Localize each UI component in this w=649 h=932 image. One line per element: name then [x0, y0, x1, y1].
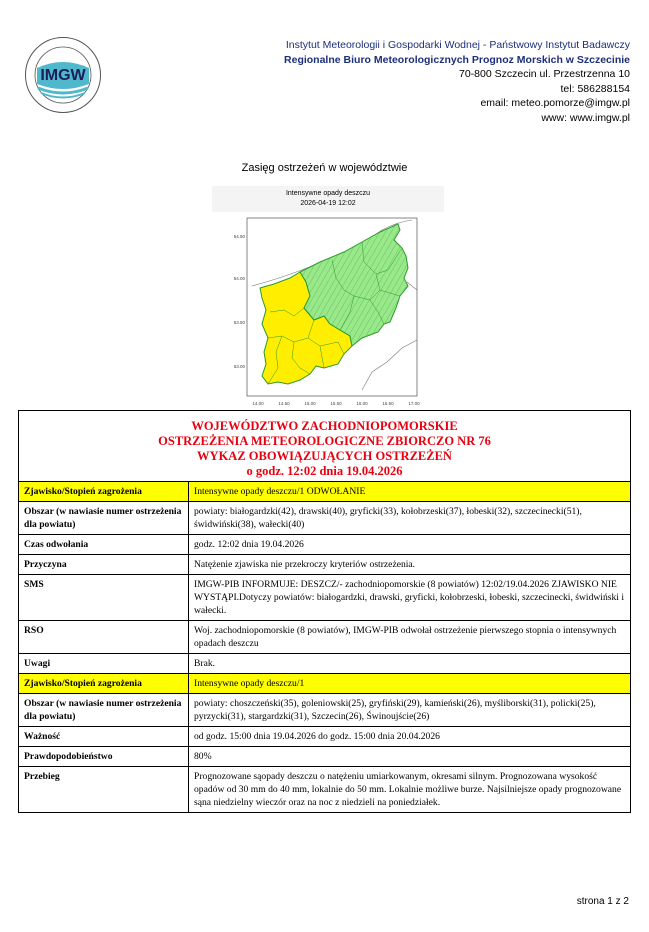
row-label: SMS	[19, 575, 189, 621]
row-value: powiaty: białogardzki(42), drawski(40), gryficki(33), kołobrzeski(37), łobeski(32), szczecinecki(51), świdwiński(38), wałecki(40)	[189, 502, 631, 535]
x-tick: 14.50	[278, 401, 290, 406]
row-label: Uwagi	[19, 654, 189, 674]
email: email: meteo.pomorze@imgw.pl	[480, 97, 630, 110]
row-value: Brak.	[189, 654, 631, 674]
row-value: 80%	[189, 747, 631, 767]
logo-text: IMGW	[40, 67, 86, 84]
x-tick: 17.00	[408, 401, 420, 406]
row-label: Przebieg	[19, 767, 189, 813]
phone: tel: 586288154	[560, 82, 630, 95]
y-tick: 54.00	[233, 276, 245, 281]
table-header	[19, 411, 631, 482]
warning-map	[212, 186, 444, 414]
map-caption-date: 2026-04-19 12:02	[300, 200, 356, 207]
address: 70-800 Szczecin ul. Przestrzenna 10	[458, 68, 630, 81]
table-row	[19, 767, 631, 813]
table-row	[19, 727, 631, 747]
row-label: Ważność	[19, 727, 189, 747]
table-row	[19, 575, 631, 621]
x-tick: 14.00	[252, 401, 264, 406]
warnings-table	[18, 410, 631, 813]
x-tick: 15.50	[330, 401, 342, 406]
table-title-region: WOJEWÓDZTWO ZACHODNIOPOMORSKIE	[191, 419, 458, 433]
y-tick: 54.50	[233, 234, 245, 239]
table-row	[19, 654, 631, 674]
x-tick: 16.50	[382, 401, 394, 406]
row-value: Prognozowane sąopady deszczu o natężeniu umiarkowanym, okresami silnym. Prognozowana wysokość opadów od 30 mm do 40 mm, lokalnie do 50 mm. Lokalnie możliwe burze. Najsilniejsze opady prognozowane sąna niedzielny wieczór oraz na noc z niedzieli na poniedziałek.	[189, 767, 631, 813]
institute-header	[284, 38, 630, 126]
table-row	[19, 621, 631, 654]
table-row	[19, 747, 631, 767]
row-value: Intensywne opady deszczu/1 ODWOŁANIE	[189, 482, 631, 502]
row-label: Obszar (w nawiasie numer ostrzeżenia dla powiatu)	[19, 694, 189, 727]
map-graphic	[212, 212, 444, 412]
row-value: Intensywne opady deszczu/1	[189, 674, 631, 694]
map-caption-title: Intensywne opady deszczu	[285, 190, 371, 197]
row-value: od godz. 15:00 dnia 19.04.2026 do godz. 15:00 dnia 20.04.2026	[189, 727, 631, 747]
table-header-row	[19, 411, 631, 482]
row-value: godz. 12:02 dnia 19.04.2026	[189, 535, 631, 555]
website: www: www.imgw.pl	[541, 111, 630, 124]
table-title-list: WYKAZ OBOWIĄZUJĄCYCH OSTRZEŻEŃ	[197, 449, 452, 463]
x-tick: 16.00	[356, 401, 368, 406]
row-label: Zjawisko/Stopień zagrożenia	[19, 674, 189, 694]
row-label: Obszar (w nawiasie numer ostrzeżenia dla powiatu)	[19, 502, 189, 535]
row-label: Zjawisko/Stopień zagrożenia	[19, 482, 189, 502]
row-label: Czas odwołania	[19, 535, 189, 555]
table-title-warnings: OSTRZEŻENIA METEOROLOGICZNE ZBIORCZO NR 76	[158, 434, 491, 448]
x-tick: 15.00	[304, 401, 316, 406]
table-row	[19, 482, 631, 502]
row-value: Natężenie zjawiska nie przekroczy kryteriów ostrzeżenia.	[189, 555, 631, 575]
table-row	[19, 535, 631, 555]
map-caption	[212, 186, 444, 212]
imgw-logo	[24, 36, 102, 114]
row-value: IMGW-PIB INFORMUJE: DESZCZ/- zachodniopomorskie (8 powiatów) 12:02/19.04.2026 ZJAWISKO NIE WYSTĄPI.Dotyczy powiatów: białogardzki, drawski, gryficki, kołobrzeski, łobeski, szczecinecki, świdwiński i wałecki.	[189, 575, 631, 621]
row-label: Przyczyna	[19, 555, 189, 575]
bureau-name: Regionalne Biuro Meteorologicznych Prognoz Morskich w Szczecinie	[284, 53, 630, 66]
institute-name: Instytut Meteorologii i Gospodarki Wodnej - Państwowy Instytut Badawczy	[285, 39, 630, 51]
table-row	[19, 555, 631, 575]
table-row	[19, 502, 631, 535]
row-value: powiaty: choszczeński(35), goleniowski(25), gryfiński(29), kamieński(26), myśliborski(31), policki(25), pyrzycki(31), stargardzki(31), Szczecin(26), Świnoujście(26)	[189, 694, 631, 727]
section-title: Zasięg ostrzeżeń w województwie	[241, 162, 408, 174]
table-title-time: o godz. 12:02 dnia 19.04.2026	[246, 464, 403, 478]
y-tick: 53.50	[233, 320, 245, 325]
page-number: strona 1 z 2	[576, 896, 629, 907]
row-value: Woj. zachodniopomorskie (8 powiatów), IMGW-PIB odwołał ostrzeżenie pierwszego stopnia o intensywnych opadach deszczu	[189, 621, 631, 654]
table-row	[19, 674, 631, 694]
y-tick: 53.00	[233, 364, 245, 369]
row-label: RSO	[19, 621, 189, 654]
table-row	[19, 694, 631, 727]
row-label: Prawdopodobieństwo	[19, 747, 189, 767]
